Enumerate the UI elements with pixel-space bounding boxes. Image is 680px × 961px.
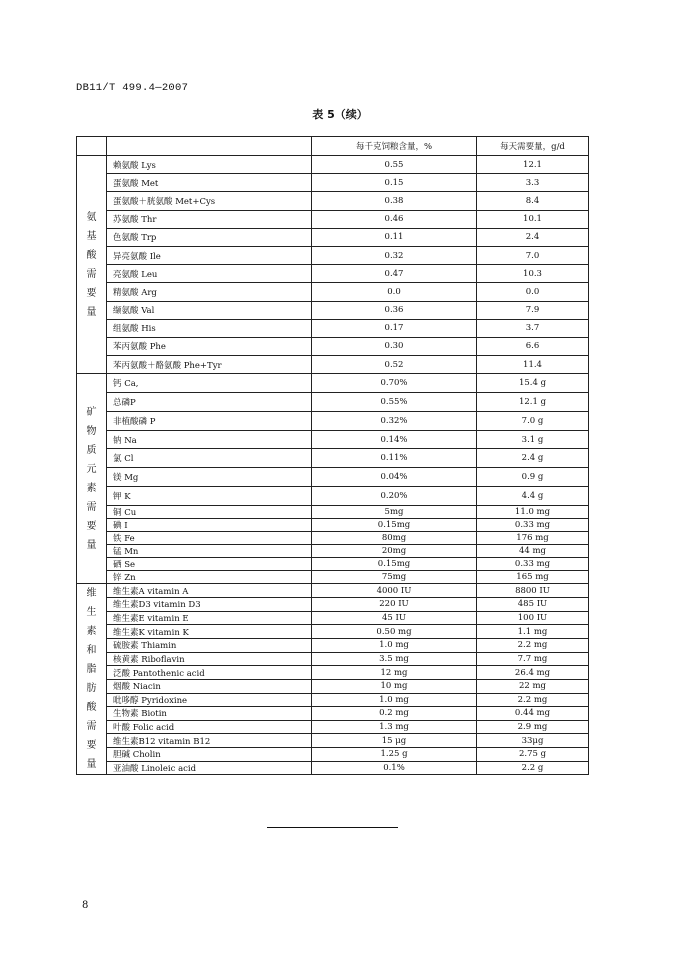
table-row	[77, 411, 589, 430]
table-row	[77, 374, 589, 393]
table-row	[77, 430, 589, 449]
daily-requirement-cell: 0.44 mg	[477, 707, 589, 721]
nutrient-name-cell: 维生素D3 vitamin D3	[107, 598, 312, 612]
table-row	[77, 319, 589, 337]
daily-requirement-cell: 176 mg	[477, 532, 589, 545]
group-label-char: 酸	[86, 702, 97, 714]
daily-requirement-cell: 6.6	[477, 337, 589, 355]
daily-requirement-cell: 10.3	[477, 265, 589, 283]
nutrient-name-cell: 泛酸 Pantothenic acid	[107, 666, 312, 680]
nutrient-name-cell: 维生素A vitamin A	[107, 584, 312, 598]
nutrient-name-cell: 钾 K	[107, 487, 312, 506]
daily-requirement-cell: 15.4 g	[477, 374, 589, 393]
daily-requirement-cell: 0.0	[477, 283, 589, 301]
table-row	[77, 571, 589, 584]
group-label-char: 元	[86, 463, 97, 475]
content-per-kg-cell: 0.55%	[312, 393, 477, 412]
content-per-kg-cell: 0.70%	[312, 374, 477, 393]
table-row	[77, 611, 589, 625]
table-row	[77, 532, 589, 545]
daily-requirement-cell: 0.33 mg	[477, 518, 589, 531]
group-label-char: 要	[86, 520, 97, 532]
mineral-group-label	[77, 374, 107, 584]
document-code: DB11/T 499.4—2007	[76, 82, 189, 94]
table-row	[77, 356, 589, 374]
nutrient-name-cell: 钠 Na	[107, 430, 312, 449]
nutrient-name-cell: 铜 Cu	[107, 505, 312, 518]
daily-requirement-cell: 10.1	[477, 210, 589, 228]
table-row	[77, 558, 589, 571]
amino-acid-group-label	[77, 156, 107, 374]
content-per-kg-cell: 75mg	[312, 571, 477, 584]
nutrient-name-cell: 胆碱 Cholin	[107, 748, 312, 762]
group-label-char: 氨	[86, 211, 97, 223]
daily-requirement-cell: 7.9	[477, 301, 589, 319]
content-per-kg-cell: 12 mg	[312, 666, 477, 680]
nutrient-name-cell: 组氨酸 His	[107, 319, 312, 337]
daily-requirement-cell: 165 mg	[477, 571, 589, 584]
nutrient-name-cell: 硫胺素 Thiamin	[107, 638, 312, 652]
content-per-kg-cell: 1.0 mg	[312, 693, 477, 707]
daily-requirement-cell: 2.2 mg	[477, 693, 589, 707]
content-per-kg-cell: 0.52	[312, 356, 477, 374]
content-per-kg-cell: 0.14%	[312, 430, 477, 449]
column-header-daily: 每天需要量，g/d	[477, 137, 589, 156]
table-row	[77, 748, 589, 762]
nutrient-name-cell: 维生素E vitamin E	[107, 611, 312, 625]
table-row	[77, 584, 589, 598]
nutrient-name-cell: 吡哆醇 Pyridoxine	[107, 693, 312, 707]
content-per-kg-cell: 0.15mg	[312, 518, 477, 531]
nutrient-name-cell: 精氨酸 Arg	[107, 283, 312, 301]
daily-requirement-cell: 0.9 g	[477, 468, 589, 487]
table-row	[77, 761, 589, 775]
table-row	[77, 246, 589, 264]
table-row	[77, 707, 589, 721]
nutrient-name-cell: 锰 Mn	[107, 545, 312, 558]
daily-requirement-cell: 11.0 mg	[477, 505, 589, 518]
content-per-kg-cell: 0.50 mg	[312, 625, 477, 639]
table-row	[77, 156, 589, 174]
nutrient-name-cell: 锌 Zn	[107, 571, 312, 584]
content-per-kg-cell: 0.30	[312, 337, 477, 355]
nutrient-name-cell: 异亮氨酸 Ile	[107, 246, 312, 264]
group-label-char: 物	[86, 425, 97, 437]
table-row	[77, 638, 589, 652]
group-label-char: 需	[86, 721, 97, 733]
nutrient-name-cell: 碘 I	[107, 518, 312, 531]
content-per-kg-cell: 0.15mg	[312, 558, 477, 571]
content-per-kg-cell: 0.0	[312, 283, 477, 301]
daily-requirement-cell: 8800 IU	[477, 584, 589, 598]
group-label-char: 要	[86, 287, 97, 299]
daily-requirement-cell: 3.7	[477, 319, 589, 337]
table-row	[77, 174, 589, 192]
table-row	[77, 545, 589, 558]
nutrient-name-cell: 色氨酸 Trp	[107, 228, 312, 246]
group-label-char: 素	[86, 482, 97, 494]
group-label-char: 矿	[86, 406, 97, 418]
content-per-kg-cell: 45 IU	[312, 611, 477, 625]
daily-requirement-cell: 26.4 mg	[477, 666, 589, 680]
content-per-kg-cell: 0.38	[312, 192, 477, 210]
daily-requirement-cell: 2.9 mg	[477, 720, 589, 734]
daily-requirement-cell: 2.2 mg	[477, 638, 589, 652]
nutrient-name-cell: 苯丙氨酸＋酪氨酸 Phe+Tyr	[107, 356, 312, 374]
table-row	[77, 210, 589, 228]
column-header-content: 每千克饲粮含量，%	[312, 137, 477, 156]
content-per-kg-cell: 0.04%	[312, 468, 477, 487]
group-label-char: 素	[86, 626, 97, 638]
content-per-kg-cell: 3.5 mg	[312, 652, 477, 666]
table-row	[77, 192, 589, 210]
content-per-kg-cell: 5mg	[312, 505, 477, 518]
group-label-char: 和	[86, 645, 97, 657]
nutrient-name-cell: 烟酸 Niacin	[107, 679, 312, 693]
daily-requirement-cell: 2.4 g	[477, 449, 589, 468]
table-row	[77, 625, 589, 639]
group-label-char: 肪	[86, 683, 97, 695]
group-label-char: 维	[86, 588, 97, 600]
group-label-char: 要	[86, 740, 97, 752]
nutrient-name-cell: 亚油酸 Linoleic acid	[107, 761, 312, 775]
content-per-kg-cell: 0.11%	[312, 449, 477, 468]
daily-requirement-cell: 7.0	[477, 246, 589, 264]
nutrient-name-cell: 铁 Fe	[107, 532, 312, 545]
page-number: 8	[82, 900, 89, 911]
content-per-kg-cell: 0.11	[312, 228, 477, 246]
content-per-kg-cell: 0.36	[312, 301, 477, 319]
table-row	[77, 337, 589, 355]
table-row	[77, 265, 589, 283]
table-row	[77, 283, 589, 301]
daily-requirement-cell: 1.1 mg	[477, 625, 589, 639]
table-row	[77, 518, 589, 531]
nutrient-name-cell: 亮氨酸 Leu	[107, 265, 312, 283]
content-per-kg-cell: 0.32	[312, 246, 477, 264]
content-per-kg-cell: 4000 IU	[312, 584, 477, 598]
table-row	[77, 487, 589, 506]
table-row	[77, 666, 589, 680]
table-row	[77, 652, 589, 666]
content-per-kg-cell: 0.46	[312, 210, 477, 228]
table-title: 表 5（续）	[312, 108, 368, 121]
nutrient-name-cell: 氯 Cl	[107, 449, 312, 468]
nutrient-name-cell: 生物素 Biotin	[107, 707, 312, 721]
nutrient-name-cell: 蛋氨酸 Met	[107, 174, 312, 192]
daily-requirement-cell: 12.1	[477, 156, 589, 174]
daily-requirement-cell: 3.3	[477, 174, 589, 192]
content-per-kg-cell: 0.17	[312, 319, 477, 337]
nutrient-name-cell: 维生素K vitamin K	[107, 625, 312, 639]
nutrient-name-cell: 叶酸 Folic acid	[107, 720, 312, 734]
nutrient-name-cell: 硒 Se	[107, 558, 312, 571]
daily-requirement-cell: 8.4	[477, 192, 589, 210]
content-per-kg-cell: 80mg	[312, 532, 477, 545]
daily-requirement-cell: 12.1 g	[477, 393, 589, 412]
daily-requirement-cell: 2.2 g	[477, 761, 589, 775]
content-per-kg-cell: 1.3 mg	[312, 720, 477, 734]
content-per-kg-cell: 0.15	[312, 174, 477, 192]
nutrient-name-cell: 苯丙氨酸 Phe	[107, 337, 312, 355]
daily-requirement-cell: 2.4	[477, 228, 589, 246]
nutrient-name-cell: 钙 Ca,	[107, 374, 312, 393]
table-row	[77, 598, 589, 612]
content-per-kg-cell: 0.32%	[312, 411, 477, 430]
daily-requirement-cell: 4.4 g	[477, 487, 589, 506]
nutrient-table	[76, 136, 589, 775]
group-label-char: 脂	[86, 664, 97, 676]
group-label-char: 酸	[86, 249, 97, 261]
table-row	[77, 505, 589, 518]
column-header-group	[77, 137, 107, 156]
table-row	[77, 679, 589, 693]
nutrient-name-cell: 苏氨酸 Thr	[107, 210, 312, 228]
daily-requirement-cell: 44 mg	[477, 545, 589, 558]
daily-requirement-cell: 11.4	[477, 356, 589, 374]
group-label-char: 需	[86, 268, 97, 280]
nutrient-name-cell: 总磷P	[107, 393, 312, 412]
content-per-kg-cell: 0.55	[312, 156, 477, 174]
group-label-char: 量	[86, 759, 97, 771]
nutrient-name-cell: 缬氨酸 Val	[107, 301, 312, 319]
table-row	[77, 734, 589, 748]
content-per-kg-cell: 0.47	[312, 265, 477, 283]
daily-requirement-cell: 485 IU	[477, 598, 589, 612]
content-per-kg-cell: 15 μg	[312, 734, 477, 748]
daily-requirement-cell: 3.1 g	[477, 430, 589, 449]
daily-requirement-cell: 2.75 g	[477, 748, 589, 762]
content-per-kg-cell: 0.20%	[312, 487, 477, 506]
table-row	[77, 449, 589, 468]
daily-requirement-cell: 100 IU	[477, 611, 589, 625]
group-label-char: 生	[86, 607, 97, 619]
content-per-kg-cell: 1.0 mg	[312, 638, 477, 652]
table-row	[77, 468, 589, 487]
group-label-char: 量	[86, 539, 97, 551]
nutrient-name-cell: 镁 Mg	[107, 468, 312, 487]
table-row	[77, 693, 589, 707]
content-per-kg-cell: 0.1%	[312, 761, 477, 775]
nutrient-name-cell: 蛋氨酸＋胱氨酸 Met+Cys	[107, 192, 312, 210]
content-per-kg-cell: 1.25 g	[312, 748, 477, 762]
daily-requirement-cell: 22 mg	[477, 679, 589, 693]
table-row	[77, 228, 589, 246]
end-of-document-rule	[267, 827, 398, 828]
daily-requirement-cell: 7.7 mg	[477, 652, 589, 666]
content-per-kg-cell: 0.2 mg	[312, 707, 477, 721]
vitamin-fatty-acid-group-label	[77, 584, 107, 775]
table-row	[77, 301, 589, 319]
daily-requirement-cell: 7.0 g	[477, 411, 589, 430]
nutrient-name-cell: 非植酸磷 P	[107, 411, 312, 430]
content-per-kg-cell: 220 IU	[312, 598, 477, 612]
nutrient-name-cell: 核黄素 Riboflavin	[107, 652, 312, 666]
daily-requirement-cell: 33μg	[477, 734, 589, 748]
group-label-char: 需	[86, 501, 97, 513]
nutrient-name-cell: 赖氨酸 Lys	[107, 156, 312, 174]
daily-requirement-cell: 0.33 mg	[477, 558, 589, 571]
group-label-char: 质	[86, 444, 97, 456]
content-per-kg-cell: 10 mg	[312, 679, 477, 693]
group-label-char: 量	[86, 306, 97, 318]
column-header-item	[107, 137, 312, 156]
group-label-char: 基	[86, 230, 97, 242]
content-per-kg-cell: 20mg	[312, 545, 477, 558]
table-row	[77, 393, 589, 412]
table-row	[77, 720, 589, 734]
nutrient-name-cell: 维生素B12 vitamin B12	[107, 734, 312, 748]
table-header-row	[77, 137, 589, 156]
